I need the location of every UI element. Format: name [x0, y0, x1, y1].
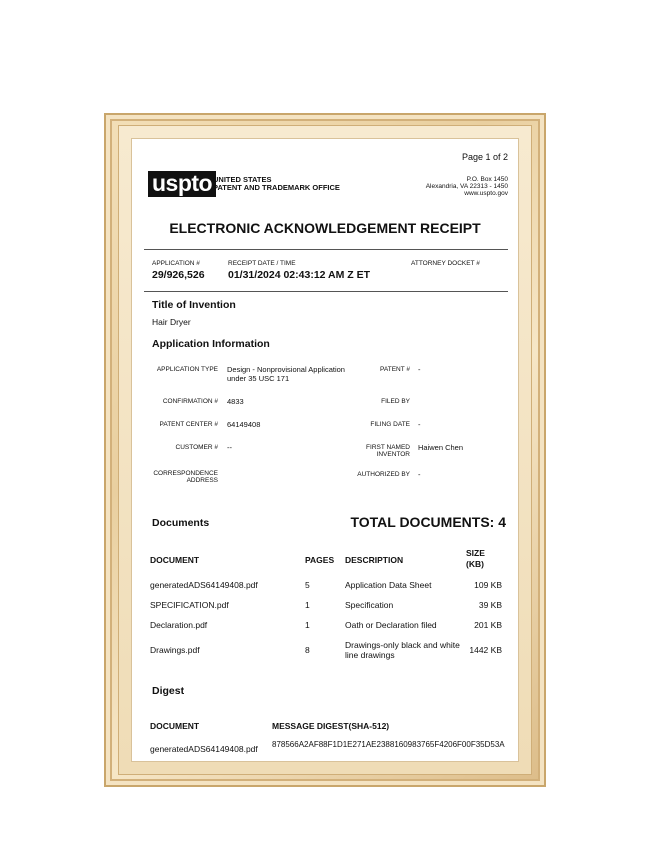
total-documents: TOTAL DOCUMENTS: 4: [350, 514, 506, 530]
authorized-by-value: -: [418, 470, 421, 479]
digest-col-message: MESSAGE DIGEST(SHA-512): [272, 721, 390, 731]
application-label: APPLICATION #: [152, 260, 200, 267]
digest-col-document: DOCUMENT: [150, 721, 200, 731]
customer-value: --: [227, 443, 232, 452]
application-type-label: APPLICATION TYPE: [156, 366, 218, 373]
filing-date-label: FILING DATE: [370, 421, 410, 428]
correspondence-label: CORRESPONDENCE ADDRESS: [153, 470, 218, 484]
page-title: ELECTRONIC ACKNOWLEDGEMENT RECEIPT: [169, 220, 481, 236]
application-info-heading: Application Information: [152, 338, 270, 350]
document-name: SPECIFICATION.pdf: [150, 600, 229, 610]
application-number: 29/926,526: [152, 269, 205, 281]
patent-center-value: 64149408: [227, 420, 261, 429]
page-number: Page 1 of 2: [461, 152, 508, 162]
documents-heading: Documents: [152, 517, 210, 529]
picture-frame: [104, 113, 546, 787]
document-size: 39 KB: [478, 600, 502, 610]
document-pages: 1: [305, 620, 310, 630]
patent-value: -: [418, 365, 421, 374]
divider: [144, 291, 508, 292]
receipt-document: [132, 139, 518, 761]
document-description: Application Data Sheet: [345, 580, 432, 590]
authorized-by-label: AUTHORIZED BY: [357, 471, 410, 478]
document-pages: 8: [305, 645, 310, 655]
first-inventor-value: Haiwen Chen: [418, 443, 464, 452]
digest-heading: Digest: [152, 685, 185, 697]
receipt-date-label: RECEIPT DATE / TIME: [228, 260, 296, 267]
patent-label: PATENT #: [380, 366, 410, 373]
document-description: Oath or Declaration filed: [345, 620, 437, 630]
document-description: Specification: [345, 600, 394, 610]
office-address: P.O. Box 1450 Alexandria, VA 22313 - 1450 www.uspto.gov: [425, 176, 508, 197]
confirmation-label: CONFIRMATION #: [162, 398, 218, 405]
document-description: Drawings-only black and white line drawings: [345, 640, 460, 660]
attorney-docket-label: ATTORNEY DOCKET #: [411, 260, 480, 267]
application-type-value: Design - Nonprovisional Application under 35 USC 171: [227, 365, 345, 383]
receipt-date-value: 01/31/2024 02:43:12 AM Z ET: [228, 269, 371, 281]
divider: [144, 249, 508, 250]
document-size: 109 KB: [474, 580, 502, 590]
digest-document-name: generatedADS64149408.pdf: [150, 744, 258, 754]
first-inventor-label: FIRST NAMED INVENTOR: [366, 444, 410, 458]
digest-value: 878566A2AF88F1D1E271AE2388160983765F4206F00F35D53A: [272, 740, 505, 749]
document-name: Drawings.pdf: [150, 645, 200, 655]
uspto-logo: uspto: [148, 171, 216, 197]
col-document: DOCUMENT: [150, 555, 200, 565]
customer-label: CUSTOMER #: [175, 444, 218, 451]
document-pages: 5: [305, 580, 310, 590]
office-name: UNITED STATES PATENT AND TRADEMARK OFFICE: [213, 175, 340, 192]
document-pages: 1: [305, 600, 310, 610]
col-pages: PAGES: [305, 555, 335, 565]
col-description: DESCRIPTION: [345, 555, 404, 565]
confirmation-value: 4833: [227, 397, 244, 406]
filed-by-label: FILED BY: [381, 398, 410, 405]
document-name: generatedADS64149408.pdf: [150, 580, 258, 590]
document-name: Declaration.pdf: [150, 620, 208, 630]
document-size: 201 KB: [474, 620, 502, 630]
frame-mat: [118, 125, 532, 775]
filing-date-value: -: [418, 420, 421, 429]
document-size: 1442 KB: [469, 645, 502, 655]
invention-heading: Title of Invention: [152, 299, 236, 311]
col-size: SIZE (KB): [466, 548, 485, 569]
patent-center-label: PATENT CENTER #: [159, 421, 218, 428]
invention-title: Hair Dryer: [152, 317, 191, 327]
